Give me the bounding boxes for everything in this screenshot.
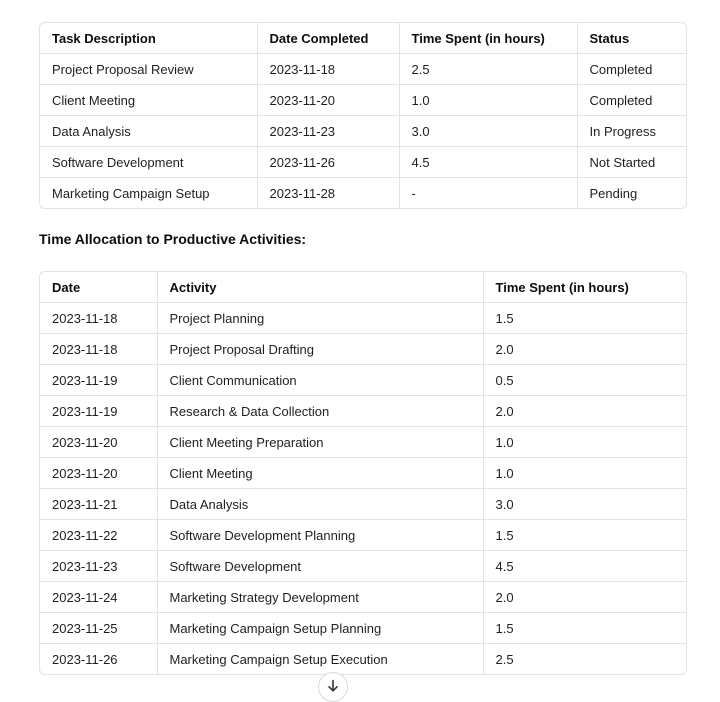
date-completed-cell: 2023-11-26 <box>257 147 399 178</box>
table-row <box>40 396 686 427</box>
time-spent-cell: 0.5 <box>483 365 686 396</box>
time-spent-cell: 4.5 <box>483 551 686 582</box>
table-row <box>40 303 686 334</box>
date-cell: 2023-11-18 <box>40 334 157 365</box>
activity-cell: Software Development Planning <box>157 520 483 551</box>
status-cell: Completed <box>577 85 686 116</box>
date-cell: 2023-11-19 <box>40 365 157 396</box>
table-row <box>40 582 686 613</box>
time-spent-cell: 2.0 <box>483 396 686 427</box>
allocation-table-container <box>39 271 687 675</box>
date-cell: 2023-11-26 <box>40 644 157 675</box>
date-cell: 2023-11-25 <box>40 613 157 644</box>
table-row <box>40 116 686 147</box>
column-header-activity: Activity <box>157 272 483 303</box>
time-spent-cell: 1.5 <box>483 613 686 644</box>
date-cell: 2023-11-23 <box>40 551 157 582</box>
table-row <box>40 613 686 644</box>
table-header-row <box>40 23 686 54</box>
status-cell: In Progress <box>577 116 686 147</box>
table-row <box>40 520 686 551</box>
column-header-time-spent: Time Spent (in hours) <box>399 23 577 54</box>
task-description-cell: Project Proposal Review <box>40 54 257 85</box>
time-spent-cell: 2.5 <box>399 54 577 85</box>
section-heading: Time Allocation to Productive Activities: <box>39 231 307 247</box>
arrow-down-icon <box>326 679 340 693</box>
date-cell: 2023-11-18 <box>40 303 157 334</box>
task-description-cell: Data Analysis <box>40 116 257 147</box>
activity-cell: Marketing Campaign Setup Planning <box>157 613 483 644</box>
time-spent-cell: 1.0 <box>399 85 577 116</box>
time-spent-cell: 1.5 <box>483 303 686 334</box>
column-header-date-completed: Date Completed <box>257 23 399 54</box>
time-spent-cell: 2.0 <box>483 334 686 365</box>
table-header-row <box>40 272 686 303</box>
date-completed-cell: 2023-11-23 <box>257 116 399 147</box>
table-row <box>40 54 686 85</box>
tasks-table-container <box>39 22 687 209</box>
column-header-date: Date <box>40 272 157 303</box>
table-row <box>40 644 686 675</box>
activity-cell: Client Meeting Preparation <box>157 427 483 458</box>
table-row <box>40 551 686 582</box>
table-row <box>40 178 686 209</box>
task-description-cell: Marketing Campaign Setup <box>40 178 257 209</box>
activity-cell: Project Proposal Drafting <box>157 334 483 365</box>
time-spent-cell: 1.5 <box>483 520 686 551</box>
date-cell: 2023-11-22 <box>40 520 157 551</box>
date-cell: 2023-11-20 <box>40 427 157 458</box>
table-row <box>40 85 686 116</box>
time-spent-cell: - <box>399 178 577 209</box>
table-row <box>40 147 686 178</box>
date-cell: 2023-11-19 <box>40 396 157 427</box>
time-spent-cell: 2.0 <box>483 582 686 613</box>
activity-cell: Data Analysis <box>157 489 483 520</box>
activity-cell: Client Communication <box>157 365 483 396</box>
time-spent-cell: 1.0 <box>483 458 686 489</box>
status-cell: Not Started <box>577 147 686 178</box>
date-completed-cell: 2023-11-18 <box>257 54 399 85</box>
time-spent-cell: 1.0 <box>483 427 686 458</box>
column-header-time-spent: Time Spent (in hours) <box>483 272 686 303</box>
activity-cell: Project Planning <box>157 303 483 334</box>
date-completed-cell: 2023-11-28 <box>257 178 399 209</box>
time-spent-cell: 3.0 <box>399 116 577 147</box>
column-header-status: Status <box>577 23 686 54</box>
table-row <box>40 489 686 520</box>
date-cell: 2023-11-21 <box>40 489 157 520</box>
date-cell: 2023-11-20 <box>40 458 157 489</box>
table-row <box>40 334 686 365</box>
column-header-task-description: Task Description <box>40 23 257 54</box>
time-spent-cell: 2.5 <box>495 651 514 667</box>
task-description-cell: Software Development <box>40 147 257 178</box>
table-row <box>40 458 686 489</box>
activity-cell: Marketing Strategy Development <box>157 582 483 613</box>
date-cell: 2023-11-24 <box>40 582 157 613</box>
tasks-table <box>40 23 686 208</box>
table-row <box>40 427 686 458</box>
allocation-table <box>40 272 686 674</box>
table-row <box>40 365 686 396</box>
status-cell: Pending <box>589 185 638 201</box>
scroll-down-button[interactable] <box>318 672 348 702</box>
time-spent-cell: 4.5 <box>399 147 577 178</box>
activity-cell: Marketing Campaign Setup Execution <box>157 644 483 675</box>
activity-cell: Research & Data Collection <box>157 396 483 427</box>
date-completed-cell: 2023-11-20 <box>257 85 399 116</box>
time-spent-cell: 3.0 <box>483 489 686 520</box>
status-cell: Completed <box>577 54 686 85</box>
activity-cell: Software Development <box>157 551 483 582</box>
activity-cell: Client Meeting <box>157 458 483 489</box>
task-description-cell: Client Meeting <box>40 85 257 116</box>
